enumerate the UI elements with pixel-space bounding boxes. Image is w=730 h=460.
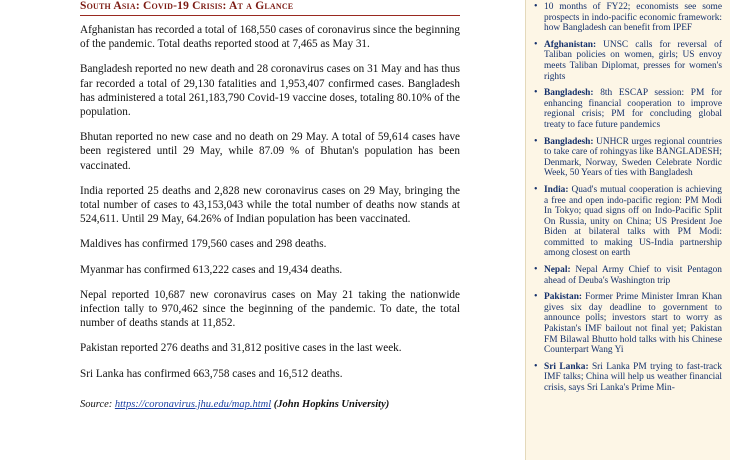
list-item-text: UNHCR urges regional countries to take care of rohingyas like BANGLADESH; Denmark, Norway, Sweden Celebrate Nordic Week, 50 Years of ties with Bangladesh [544,136,722,179]
list-item-lead: Bangladesh: [544,136,594,147]
list-item[interactable] [532,2,722,34]
sidebar-list [532,2,722,394]
bullet-icon: • [534,183,538,195]
list-item-lead: Sri Lanka: [544,361,589,372]
paragraph-india: India reported 25 deaths and 2,828 new coronavirus cases on 29 May, bringing the total number of cases to 43,153,043 while the total number of deaths now stands at 524,611. Until 29 May, 64.26% of Indian population has been vaccinated. [80,184,460,226]
bullet-icon: • [534,264,538,276]
list-item[interactable] [532,185,722,259]
paragraph-nepal: Nepal reported 10,687 new coronavirus cases on May 21 taking the nationwide infection tally to 970,462 since the beginning of the pandemic. To date, the total number of deaths stands at 11,852. [80,288,460,330]
bullet-icon: • [534,291,538,303]
list-item[interactable] [532,40,722,82]
list-item[interactable] [532,292,722,356]
bullet-icon: • [534,38,538,50]
bullet-icon: • [534,360,538,372]
list-item-text: 10 months of FY22; economists see some prospects in indo-pacific economic framework: how Bangladesh can benefit from IPEF [544,2,722,34]
list-item-lead: Afghanistan: [544,39,597,50]
list-item[interactable] [532,88,722,130]
paragraph-myanmar: Myanmar has confirmed 613,222 cases and 19,434 deaths. [80,263,343,276]
list-item-lead: Nepal: [544,265,571,276]
sidebar-news-column [525,0,730,460]
list-item[interactable] [532,362,722,394]
paragraph-maldives: Maldives has confirmed 179,560 cases and 298 deaths. [80,238,327,251]
paragraph-bangladesh: Bangladesh reported no new death and 28 coronavirus cases on 31 May and has thus far recorded a total of 29,130 fatalities and 1,953,407 confirmed cases. Bangladesh has administered a total 261,183,790 Covid-19 vaccine doses, totaling 80.10% of the population. [80,63,460,119]
list-item-lead: India: [544,184,569,195]
bullet-icon: • [534,1,538,12]
paragraph-afghanistan: Afghanistan has recorded a total of 168,550 cases of coronavirus since the beginning of the pandemic. Total deaths reported stood at 7,465 as May 31. [80,24,460,51]
source-link[interactable]: https://coronavirus.jhu.edu/map.html [114,398,272,410]
sidebar-scroll-area [526,0,730,400]
list-item-text: Former Prime Minister Imran Khan gives six day deadline to government to announce polls; investors start to worry as Pakistan's IMF bailout not final yet; Pakistan FM Bilawal Bhutto hold talks with his Chinese Counterpart Wang Yi [544,292,722,356]
paragraph-bhutan: Bhutan reported no new case and no death on 29 May. A total of 59,614 cases have been registered until 29 May, while 87.09 % of Bhutan's population has been vaccinated. [80,131,460,172]
list-item-text: Sri Lanka PM trying to fast-track IMF talks; China will help us weather financial crisis, says Sri Lanka's Prime Min- [544,361,722,393]
list-item[interactable] [532,137,722,179]
title-divider [80,15,460,16]
source-attribution: (John Hopkins University) [273,398,390,410]
source-line [80,399,460,410]
main-article-column [80,0,460,460]
source-label: Source: [80,398,113,410]
list-item-lead: Bangladesh: [544,88,594,99]
bullet-icon: • [534,135,538,147]
list-item-text: 8th ESCAP session: PM for enhancing financial cooperation to improve regional crisis; PM for concluding global treaty to face future pandemics [544,88,722,130]
list-item-lead: Pakistan: [544,292,583,303]
list-item-text: UNSC calls for reversal of Taliban policies on women, girls; US envoy meets Taliban Diplomat, presses for women's rights [544,39,722,82]
page-title: South Asia: Covid-19 Crisis: At a Glance [80,0,294,12]
list-item-text: Nepal Army Chief to visit Pentagon ahead of Deuba's Washington trip [544,265,722,286]
paragraph-srilanka: Sri Lanka has confirmed 663,758 cases and 16,512 deaths. [80,367,343,380]
bullet-icon: • [534,87,538,99]
list-item-text: Quad's mutual cooperation is achieving a free and open indo-pacific region: PM Modi In Tokyo; quad signs off on Indo-Pacific Split On Russia, unity on China; US President Joe Biden at bilateral talks with PM Modi: committed to making US-India partnership among closest on earth [544,184,722,259]
list-item[interactable] [532,265,722,286]
paragraph-pakistan: Pakistan reported 276 deaths and 31,812 positive cases in the last week. [80,342,402,355]
